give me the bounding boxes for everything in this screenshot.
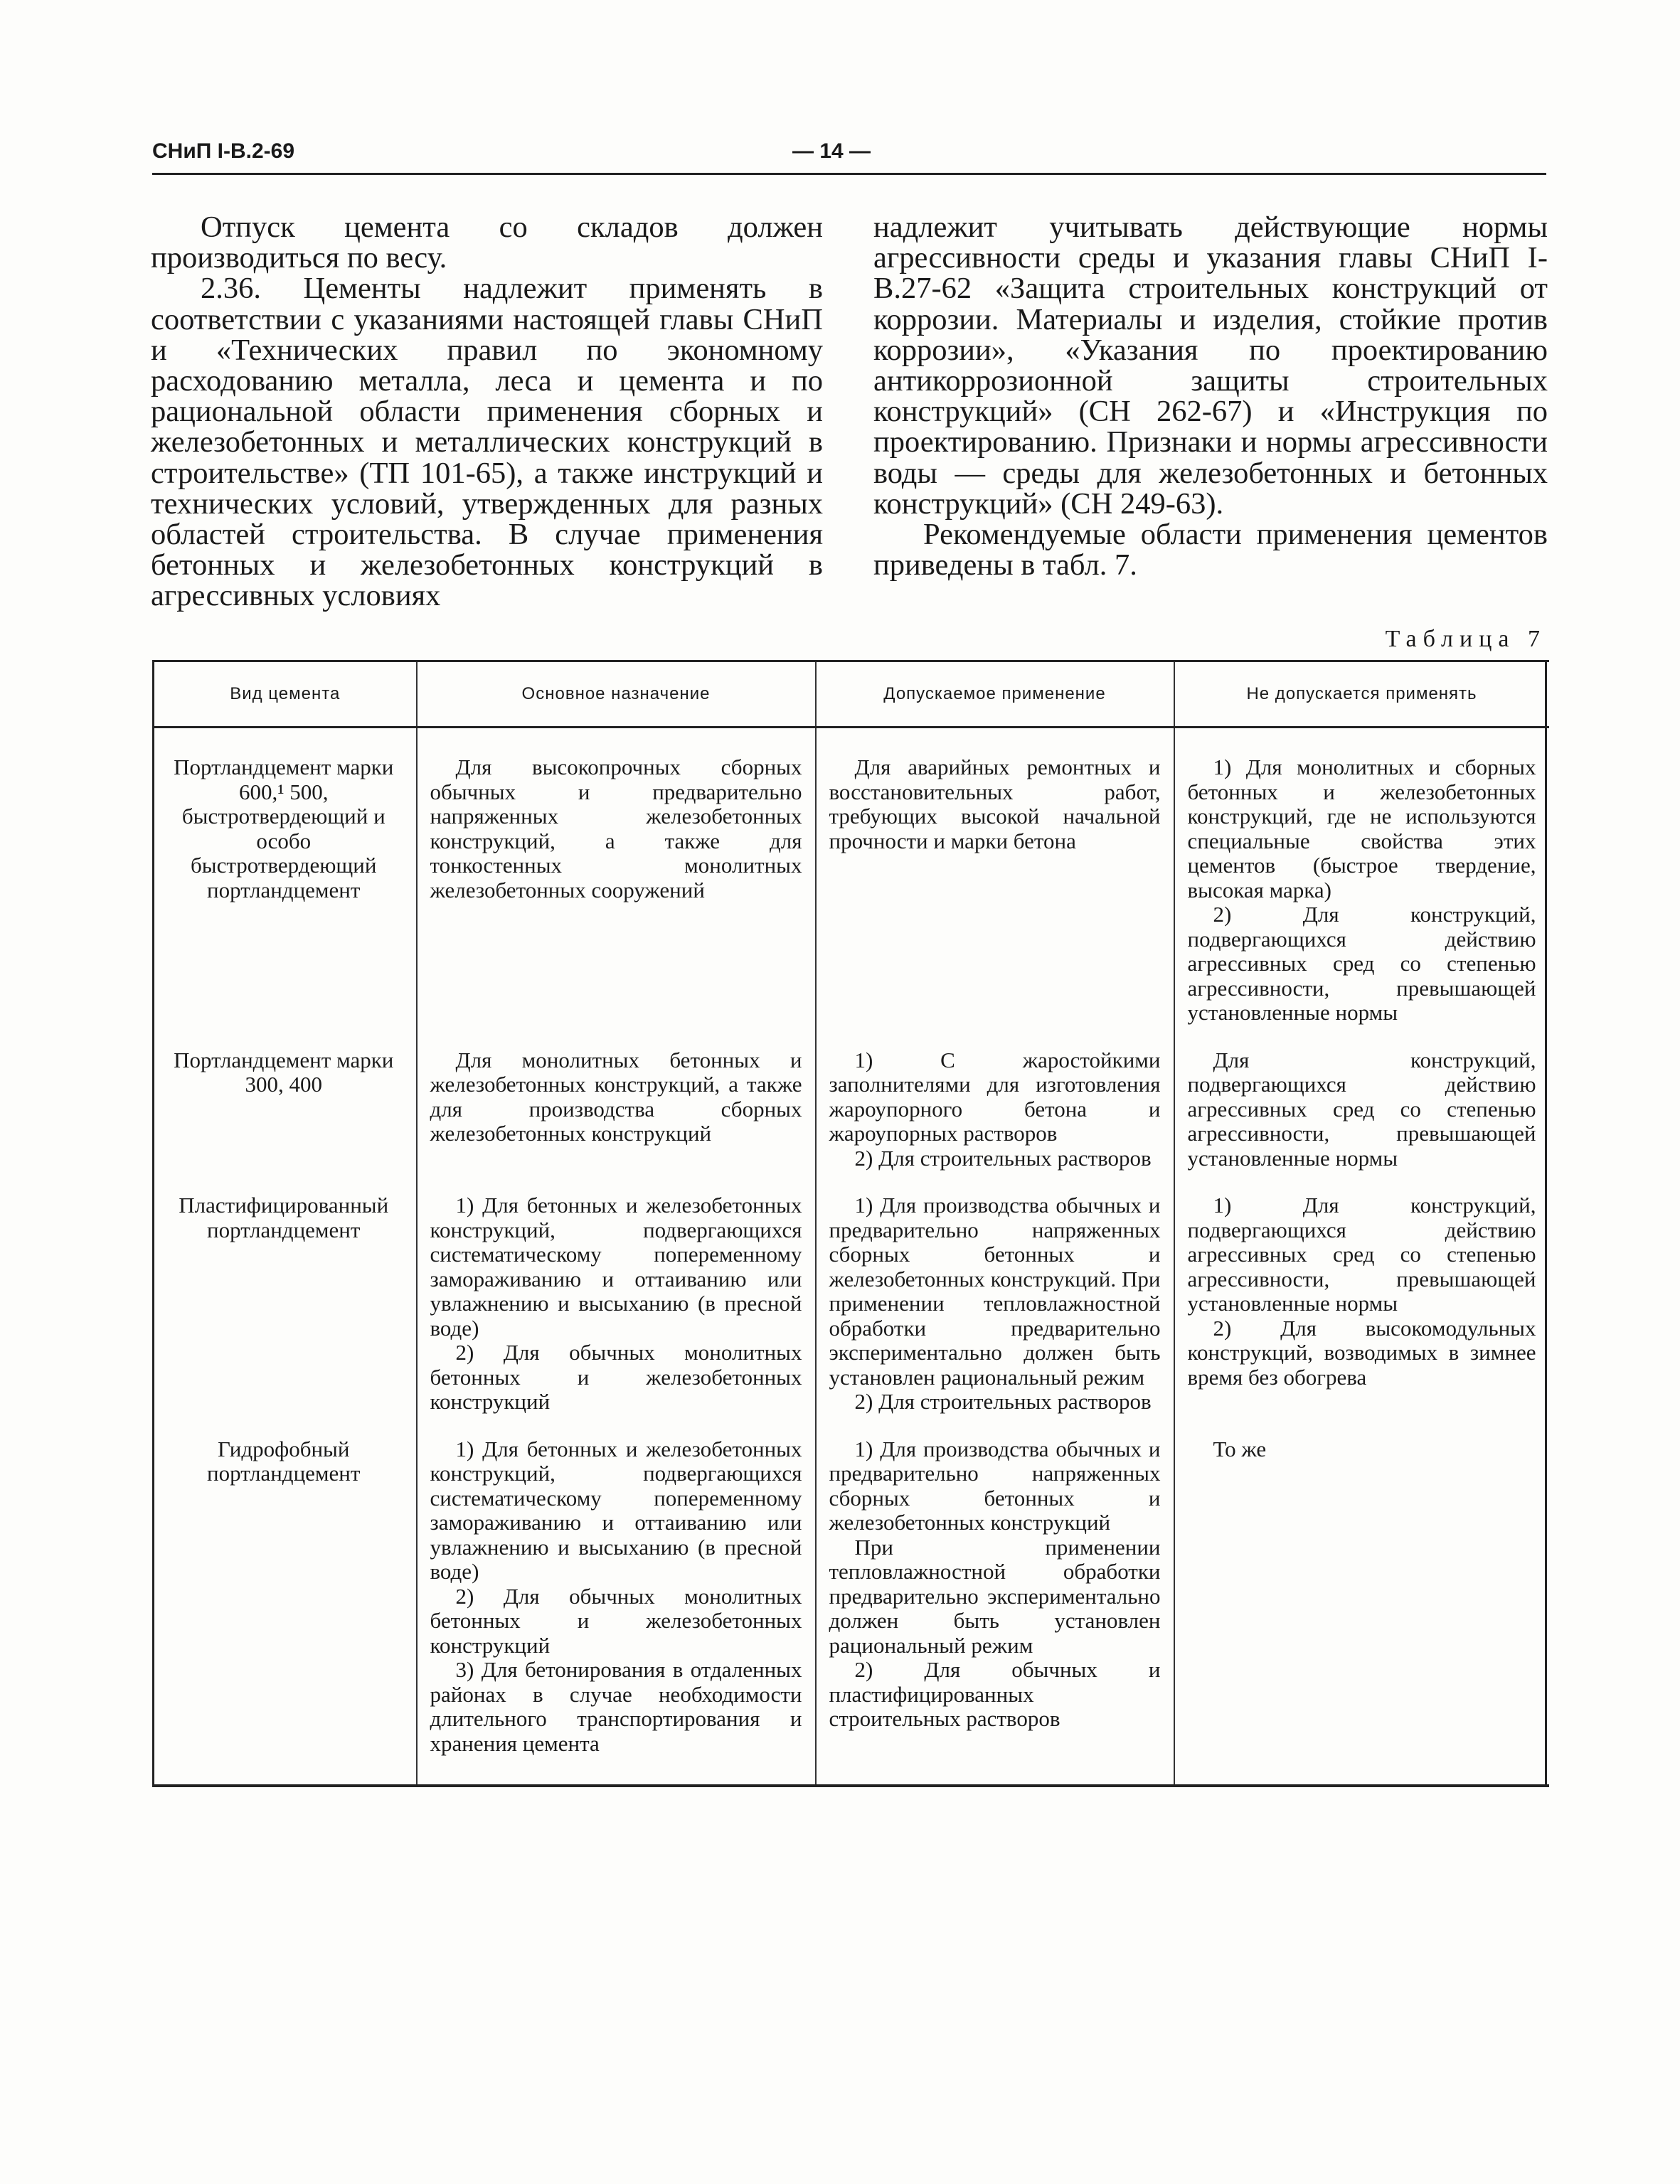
cell-text: 1) Для монолитных и сборных бетонных и железобетонных конструкций, где не используются специальные свойства этих цементов (быстрое твердение, высокая марка) [1187,755,1536,902]
cell-text: 3) Для бетонирования в отдаленных районах в случае необходимости длительного транспортирования и хранения цемента [430,1657,802,1756]
cell-text: 1) Для конструкций, подвергающихся действию агрессивных сред со степенью агрессивности, превышающей установленные нормы [1187,1193,1536,1316]
cell-text: 2) Для обычных монолитных бетонных и железобетонных конструкций [430,1583,802,1658]
table-right-border [1545,660,1547,1787]
cell-main-purpose [417,1437,816,1786]
cell-not-allowed [1174,1193,1549,1437]
paragraph: Отпуск цемента со складов должен производиться по весу. [151,211,823,275]
cell-text: 2) Для обычных монолитных бетонных и железобетонных конструкций [430,1340,802,1414]
table-caption: Таблица 7 [1385,626,1546,652]
paragraph: 2.36. Цементы надлежит применять в соответствии с указаниями настоящей главы СНиП и «Технических правил по экономному расходованию металла, леса и цемента и по рациональной области применения сборных и железобетонных и металлических конструкций в строительстве» (ТП 101-65), а также инструкций и технических условий, утвержденных для разных областей строительства. В случае применения бетонных и железобетонных конструкций в агрессивных условиях [151,272,823,613]
cell-main-purpose [417,1048,816,1194]
column-header: Основное назначение [417,661,816,728]
document-code: СНиП I-В.2-69 [152,139,295,163]
cell-text: Для конструкций, подвергающихся действию агрессивных сред со степенью агрессивности, превышающей установленные нормы [1187,1047,1536,1171]
cell-text: 1) Для бетонных и железобетонных конструкций, подвергающихся систематическому попеременному замораживанию и оттаиванию или увлажнению и высыханию (в пресной воде) [430,1193,802,1341]
cell-cement-type: Пластифицированный портландцемент [154,1193,417,1437]
cell-text: 1) Для производства обычных и предварительно напряженных сборных бетонных и железобетонных конструкций. При применении тепловлажностной обработки предварительно экспериментально должен быть установлен рациональный режим [829,1193,1161,1390]
table-row [154,1193,1549,1437]
cell-text: 1) Для бетонных и железобетонных конструкций, подвергающихся систематическому попеременному замораживанию и оттаиванию или увлажнению и высыханию (в пресной воде) [430,1436,802,1584]
cell-cement-type: Портландцемент марки 600,¹ 500, быстротвердеющий и особо быстротвердеющий портландцемент [154,755,417,1048]
cell-text: Для высокопрочных сборных обычных и предварительно напряженных железобетонных конструкций, а также для тонкостенных монолитных железобетонных сооружений [430,755,802,902]
cell-text: Для монолитных бетонных и железобетонных конструкций, а также для производства сборных железобетонных конструкций [430,1047,802,1146]
cell-cement-type: Портландцемент марки 300, 400 [154,1048,417,1194]
cell-allowed-use [816,1437,1174,1786]
cell-not-allowed [1174,1437,1549,1786]
column-header: Не допускается применять [1174,661,1549,728]
cell-text: 2) Для обычных и пластифицированных строительных растворов [829,1657,1161,1731]
header-rule [152,173,1546,175]
cell-allowed-use [816,755,1174,1048]
cell-not-allowed [1174,1048,1549,1194]
cell-main-purpose [417,1193,816,1437]
cell-text: При применении тепловлажностной обработки предварительно экспериментально должен быть установлен рациональный режим [829,1534,1161,1658]
cement-table [152,660,1549,1787]
cell-allowed-use [816,1193,1174,1437]
body-column-left [151,212,823,612]
cell-not-allowed [1174,755,1549,1048]
cell-text: То же [1213,1436,1267,1461]
table-header-row [154,661,1549,728]
cell-text: 2) Для строительных растворов [854,1389,1152,1414]
cell-text: Для аварийных ремонтных и восстановительных работ, требующих высокой начальной прочности и марки бетона [829,755,1161,853]
body-column-right [873,212,1548,580]
column-header: Допускаемое применение [816,661,1174,728]
table-row [154,755,1549,1048]
page-header [152,139,1546,174]
table-row [154,1437,1549,1786]
cell-main-purpose [417,755,816,1048]
cell-text: 1) С жаростойкими заполнителями для изготовления жароупорного бетона и жароупорных растворов [829,1047,1161,1146]
column-header: Вид цемента [154,661,417,728]
cell-text: 2) Для высокомодульных конструкций, возводимых в зимнее время без обогрева [1187,1315,1536,1390]
paragraph: надлежит учитывать действующие нормы агрессивности среды и указания главы СНиП I-В.27-62 «Защита строительных конструкций от коррозии. Материалы и изделия, стойкие против коррозии», «Указания по проектированию антикоррозионной защиты строительных конструкций» (СН 262-67) и «Инструкция по проектированию. Признаки и нормы агрессивности воды — среды для железобетонных и бетонных конструкций» (СН 249-63). [873,211,1548,521]
page-number: — 14 — [792,139,871,163]
paragraph: Рекомендуемые области применения цементов приведены в табл. 7. [873,518,1548,582]
cell-cement-type: Гидрофобный портландцемент [154,1437,417,1786]
cell-text: 2) Для строительных растворов [854,1145,1152,1171]
cell-text: 2) Для конструкций, подвергающихся действию агрессивных сред со степенью агрессивности, превышающей установленные нормы [1187,902,1536,1025]
cell-allowed-use [816,1048,1174,1194]
table-row [154,1048,1549,1194]
cell-text: 1) Для производства обычных и предварительно напряженных сборных бетонных и железобетонных конструкций [829,1436,1161,1535]
